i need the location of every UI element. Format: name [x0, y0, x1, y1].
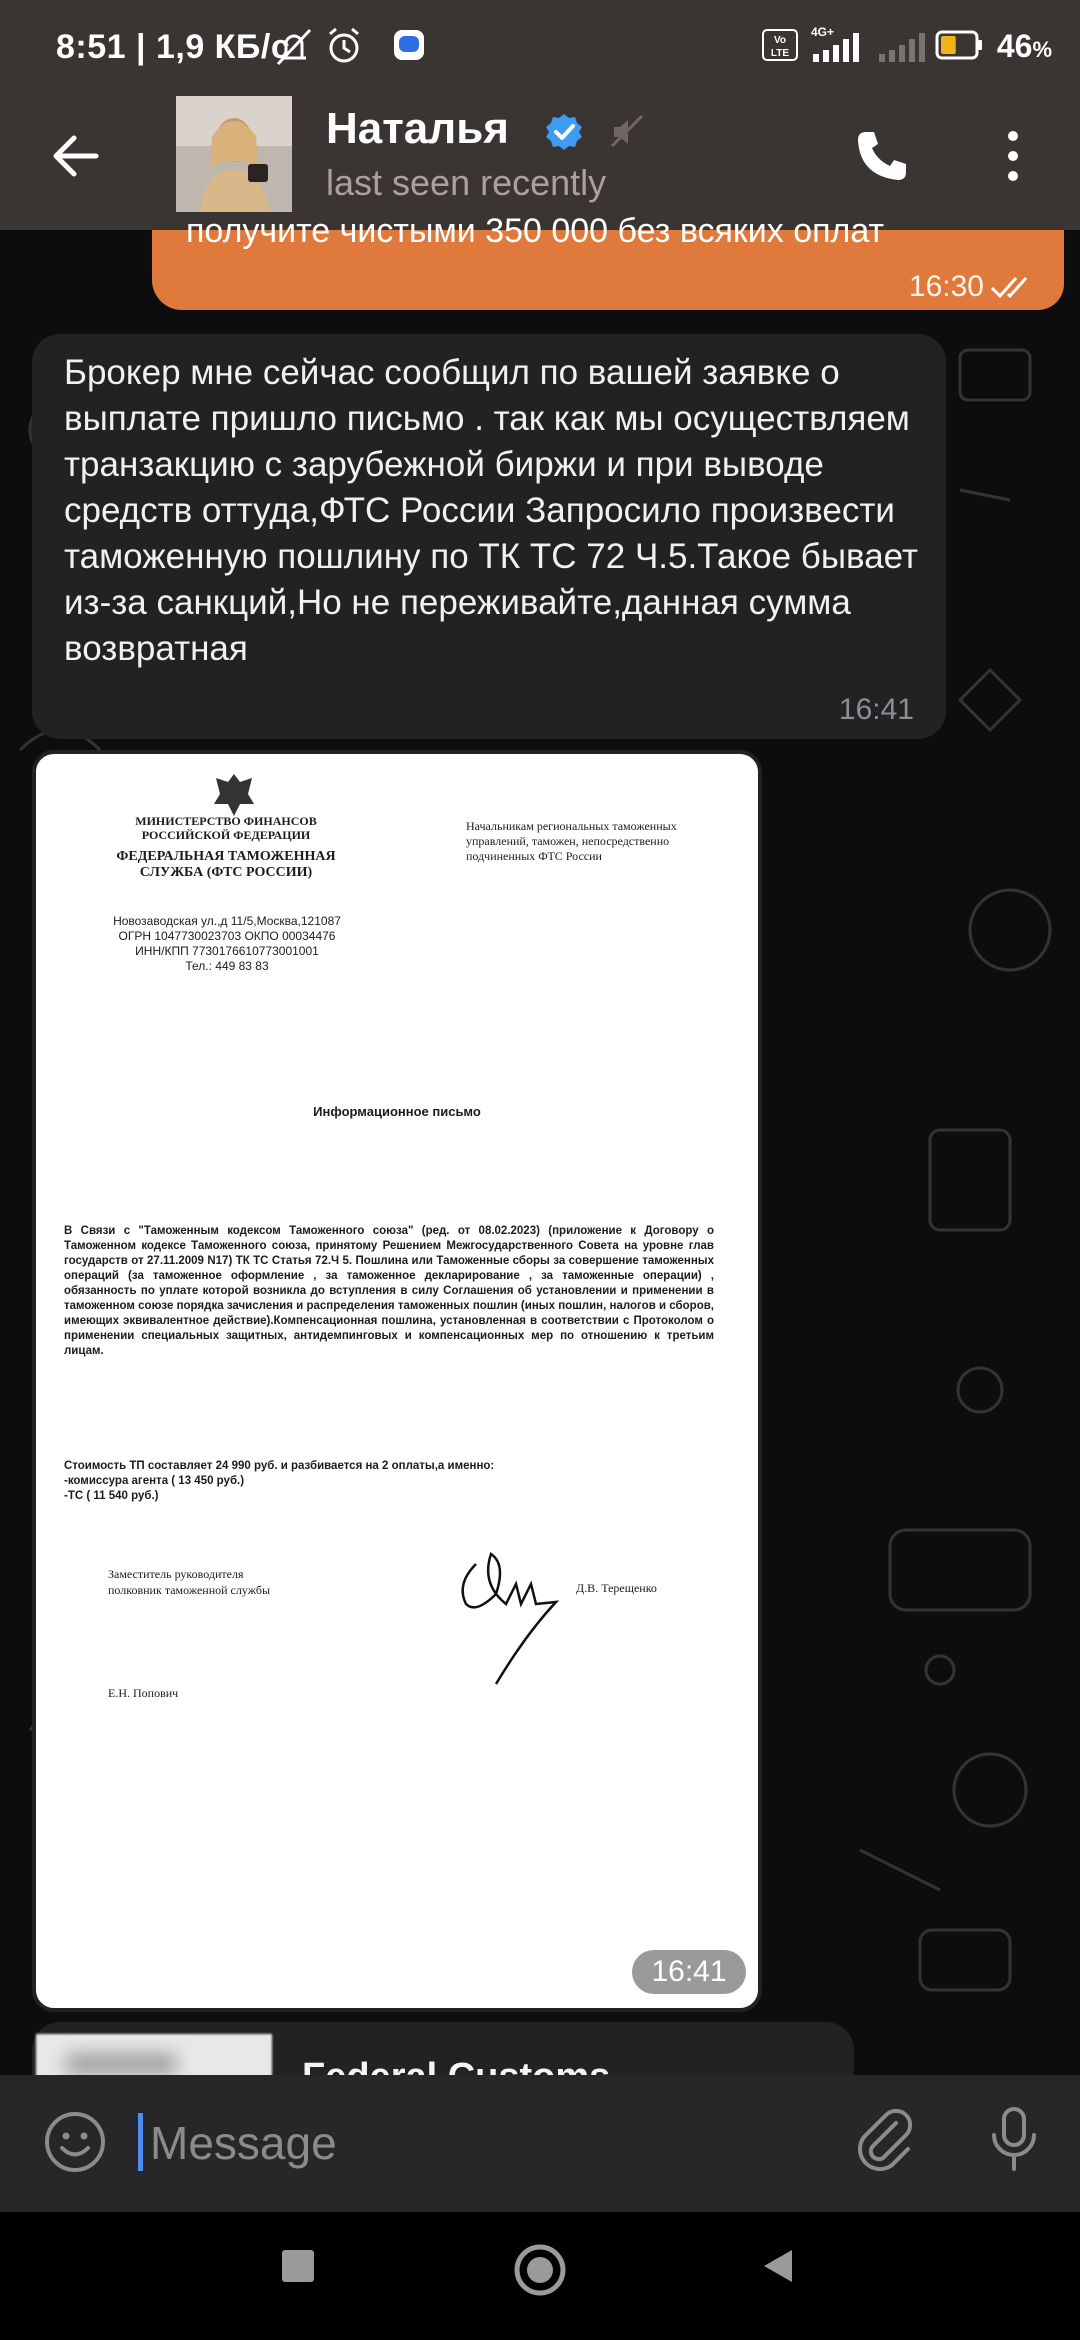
- signature: [436, 1524, 576, 1694]
- silent-icon: [278, 30, 310, 64]
- svg-text:4G+: 4G+: [810, 25, 834, 39]
- avatar[interactable]: [176, 96, 292, 212]
- status-time: 8:51: [56, 28, 127, 66]
- doc-cost-line: -ТС ( 11 540 руб.): [64, 1490, 159, 1502]
- notification-icons: [276, 26, 436, 70]
- photo-time: 16:41: [632, 1950, 746, 1994]
- message-composer: [0, 2075, 1080, 2212]
- contact-name[interactable]: Наталья: [326, 104, 509, 153]
- square-icon: [280, 2248, 316, 2284]
- svg-text:LTE: LTE: [770, 48, 789, 59]
- status-bar: [0, 0, 1080, 96]
- doc-address-line: ОГРН 1047730023703 ОКПО 00034476: [118, 929, 336, 943]
- verified-badge-icon: [544, 112, 584, 152]
- message-text: Брокер мне сейчас сообщил по вашей заявке о выплате пришло письмо . так как мы осуществляем транзакцию с зарубежной биржи и при выводе средств оттуда,ФТС России Запросило произвести таможенную пошлину по ТК ТС 72 Ч.5.Такое бывает из-за санкций,Но не переживайте,данная сумма возвратная: [64, 353, 919, 668]
- doc-recipient: Начальникам региональных таможенных управлений, таможен, непосредственно подчиненных ФТС России: [466, 819, 677, 863]
- message-time: 16:41: [838, 693, 914, 726]
- incoming-message[interactable]: [32, 334, 946, 739]
- attach-button[interactable]: [850, 2105, 920, 2180]
- message-time: 16:30: [908, 270, 984, 303]
- doc-address-line: Новозаводская ул.,д 11/5,Москва,121087: [113, 914, 341, 928]
- more-options-button[interactable]: [1000, 126, 1030, 186]
- signal-strength-2-icon: [879, 33, 925, 62]
- triangle-back-icon: [760, 2248, 796, 2284]
- message-input[interactable]: [148, 2111, 792, 2175]
- messenger-icon: [394, 30, 424, 60]
- alarm-icon: [330, 29, 358, 61]
- last-seen-status: last seen recently: [326, 162, 607, 203]
- back-button[interactable]: [46, 126, 106, 186]
- doc-deputy-line: полковник таможенной службы: [108, 1583, 271, 1597]
- recents-button[interactable]: [280, 2248, 316, 2289]
- emoji-button[interactable]: [42, 2109, 108, 2180]
- smiley-icon: [42, 2109, 108, 2175]
- doc-address-line: ИНН/КПП 7730176610773001001: [135, 944, 319, 958]
- status-time-speed: 8:51 | 1,9 КБ/с: [56, 28, 291, 66]
- kebab-menu-icon: [1000, 126, 1030, 186]
- doc-heading: Информационное письмо: [313, 1104, 481, 1119]
- doc-cost: [64, 1459, 714, 1504]
- doc-deputy: [108, 1566, 270, 1598]
- avatar-image: [176, 96, 292, 212]
- status-icons-left: [276, 26, 436, 75]
- muted-speaker-icon: [608, 112, 648, 152]
- voice-message-button[interactable]: [984, 2103, 1044, 2182]
- back-nav-button[interactable]: [760, 2248, 796, 2289]
- microphone-icon: [984, 2103, 1044, 2177]
- document-photo: [36, 754, 758, 2008]
- doc-cost-line: -комиссура агента ( 13 450 руб.): [64, 1475, 245, 1487]
- signal-icons: [763, 24, 983, 68]
- doc-deputy-line: Заместитель руководителя: [108, 1567, 244, 1581]
- circle-home-icon: [512, 2242, 568, 2298]
- battery-percent: 46%: [996, 27, 1052, 64]
- message-text: получите чистыми 350 000 без всяких оплат: [186, 212, 885, 250]
- doc-address-line: Тел.: 449 83 83: [185, 959, 269, 973]
- read-double-check-icon: [990, 274, 1036, 300]
- status-speed: 1,9 КБ/с: [155, 28, 291, 66]
- battery-icon: [937, 32, 982, 58]
- text-cursor: [138, 2113, 143, 2171]
- coat-of-arms-icon: [210, 770, 258, 820]
- doc-body: В Связи с "Таможенным кодексом Таможенного союза" (ред. от 08.02.2023) (приложение к Договору о Таможенном кодексе Таможенного союза, принятому Решением Межгосударственного Совета на уровне глав государств от 27.11.2009 N17) ТК ТС Статья 72.Ч 5. Пошлина или Таможенные сборы за совершение таможенных операций (за таможенное оформление , за таможенное декларирование , за таможенные операции) , обязанность по уплате которой возникла до вступления в силу Соглашения об установлении и применении в таможенном союзе порядка зачисления и распределения таможенных пошлин (иных пошлин, налогов и сборов, имеющих эквивалентное действие).Компенсационная пошлина, установленная в соответствии с Протоколом о применении специальных защитных, антидемпинговых и компенсационных мер по отношению к третьим лицам.: [64, 1225, 714, 1357]
- doc-service: ФЕДЕРАЛЬНАЯ ТАМОЖЕННАЯ СЛУЖБА (ФТС РОССИИ): [116, 849, 336, 880]
- svg-text:Vo: Vo: [773, 35, 786, 46]
- doc-ministry: МИНИСТЕРСТВО ФИНАНСОВ РОССИЙСКОЙ ФЕДЕРАЦИИ: [135, 814, 317, 842]
- status-icons-right: [763, 24, 1052, 68]
- doc-author: Е.Н. Попович: [108, 1686, 179, 1700]
- paperclip-icon: [850, 2105, 920, 2175]
- doc-signer: Д.В. Терещенко: [576, 1581, 657, 1595]
- back-arrow-icon: [46, 126, 106, 186]
- call-button[interactable]: [852, 126, 912, 186]
- doc-address: [92, 914, 362, 974]
- chat-header: [0, 96, 1080, 230]
- incoming-photo-message[interactable]: [32, 750, 762, 2012]
- chat-history[interactable]: [0, 212, 1080, 2075]
- phone-icon: [852, 126, 912, 186]
- home-button[interactable]: [512, 2242, 568, 2303]
- outgoing-message[interactable]: [152, 212, 1064, 310]
- doc-cost-line: Стоимость ТП составляет 24 990 руб. и разбивается на 2 оплаты,а именно:: [64, 1460, 495, 1472]
- system-navigation-bar: [0, 2212, 1080, 2340]
